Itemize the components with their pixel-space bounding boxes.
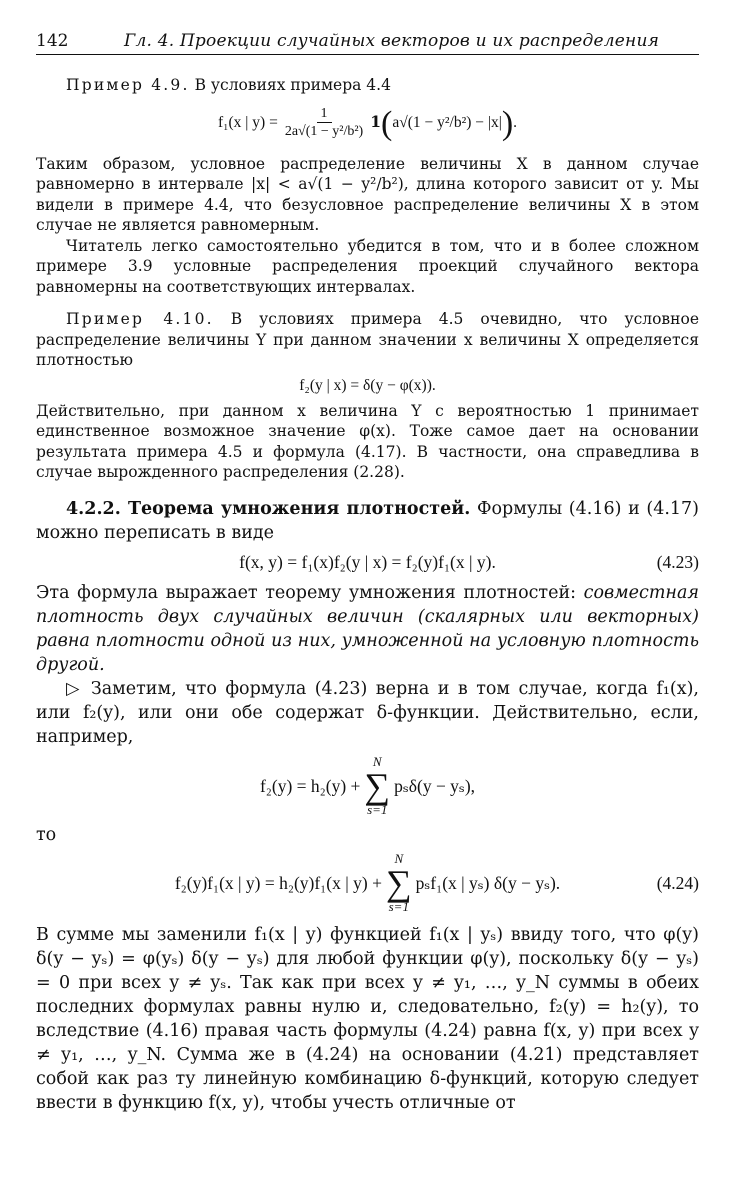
formula-fraction <box>281 106 367 141</box>
formula-a-lhs: f₂(y) = h₂(y) + <box>259 775 361 796</box>
sum-lower-limit: s=1 <box>367 801 388 817</box>
fraction-denominator: 2a√(1 − y²/b²) <box>284 124 364 139</box>
example-label: Пример 4.9. <box>66 76 190 94</box>
right-paren: ) <box>501 104 514 142</box>
formula-delta-density <box>36 373 699 401</box>
theorem-paragraph <box>36 581 699 677</box>
theorem-lead: Эта формула выражает теорему умножения плотностей: <box>36 582 577 603</box>
final-paragraph: В сумме мы заменили f₁(x | y) функцией f₁(x | yₛ) ввиду того, что φ(y) δ(y − yₛ) = φ(yₛ) δ(y − yₛ) для любой функции φ(y), поскольку δ(y − yₛ) = 0 при всех y ≠ yₛ. Так как при всех y ≠ y₁, …, y_N суммы в обеих последних формулах равны нулю и, следовательно, f₂(y) = h₂(y), то вследствие (4.16) правая часть формулы (4.24) равна f(x, y) при всех y ≠ y₁, …, y_N. Сумма же в (4.24) на основании (4.21) представляет собой как раз ту линейную комбинацию δ-функций, которую следует ввести в функцию f(x, y), чтобы учесть отличные от <box>36 924 699 1113</box>
formula-multiplication: f(x, y) = f₁(x)f₂(y | x) = f₂(y)f₁(x | y). <box>239 551 496 572</box>
page-number: 142 <box>36 31 69 51</box>
equation-tag: (4.23) <box>656 551 699 572</box>
example-4-9-intro <box>36 75 699 96</box>
then-word: то <box>36 824 57 845</box>
sum-upper-limit: N <box>394 850 404 866</box>
indicator-symbol: 𝟏 <box>370 114 382 132</box>
sum-lower-limit: s=1 <box>388 898 409 914</box>
example-label: Пример 4.10. <box>66 310 214 328</box>
sum-upper-limit: N <box>372 753 382 769</box>
chapter-title: Гл. 4. Проекции случайных векторов и их распределения <box>124 31 660 51</box>
example-intro-text: В условиях примера 4.4 <box>194 76 391 94</box>
example-4-10-paragraph: Действительно, при данном x величина Y с вероятностью 1 принимает единственное возможное значение φ(x). Тоже самое дает на основании результата примера 4.5 и формула (4.17). В частности, она справедлива в случае вырожденного распределения (2.28). <box>36 401 699 481</box>
fraction-numerator: 1 <box>317 106 332 123</box>
section-intro-text: Формулы (4.16) и (4.17) можно переписать в виде <box>36 498 699 543</box>
running-head <box>36 30 699 55</box>
section-heading: 4.2.2. Теорема умножения плотностей. <box>66 498 471 519</box>
formula-a-rhs: pₛδ(y − yₛ), <box>394 775 476 796</box>
summation <box>364 755 390 817</box>
equation-tag: (4.24) <box>656 872 699 893</box>
formula-period: . <box>513 114 518 132</box>
sigma-symbol: ∑ <box>385 862 412 903</box>
formula-4-23 <box>36 547 699 577</box>
theorem-statement: совместная плотность двух случайных величин (скалярных или векторных) равна плотности одной из них, умноженной на условную плотность другой. <box>36 582 699 675</box>
section-4-2-2-intro <box>36 497 699 545</box>
example-intro-text: В условиях примера 4.5 очевидно, что условное распределение величины Y при данном значении x величины X определяется плотностью <box>36 310 699 369</box>
indicator-argument: a√(1 − y²/b²) − |x| <box>392 114 502 132</box>
formula-4-24-lhs: f₂(y)f₁(x | y) = h₂(y)f₁(x | y) + <box>174 872 382 893</box>
remark-paragraph: ▷ Заметим, что формула (4.23) верна и в том случае, когда f₁(x), или f₂(y), или они обе содержат δ-функции. Действительно, если, например, <box>36 678 699 747</box>
formula-f2-decomposition <box>36 751 699 821</box>
formula-4-24-rhs: pₛf₁(x | yₛ) δ(y − yₛ). <box>415 872 561 893</box>
sigma-symbol: ∑ <box>364 765 391 806</box>
formula-delta: f₂(y | x) = δ(y − φ(x)). <box>299 377 436 395</box>
left-paren: ( <box>381 104 393 142</box>
example-4-9-paragraph-2: Читатель легко самостоятельно убедится в том, что и в более сложном примере 3.9 условные распределения проекций случайного вектора равномерны на соответствующих интервалах. <box>36 236 699 296</box>
formula-conditional-density <box>36 98 699 150</box>
summation <box>386 852 412 914</box>
formula-lhs: f₁(x | y) = <box>217 114 278 132</box>
example-4-10-intro <box>36 309 699 371</box>
formula-4-24 <box>36 847 699 919</box>
example-4-9-paragraph-1: Таким образом, условное распределение величины X в данном случае равномерно в интервале |x| < a√(1 − y²/b²), длина которого зависит от y. Мы видели в примере 4.4, что безусловное распределение величины X в этом случае не является равномерным. <box>36 154 699 234</box>
